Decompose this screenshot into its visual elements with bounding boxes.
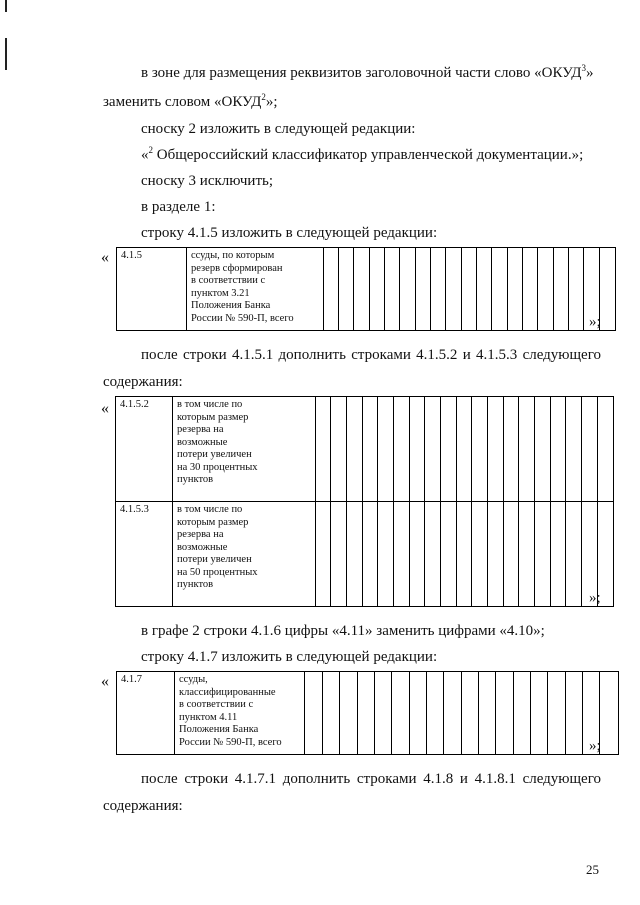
empty-cell [316, 502, 331, 607]
description-line: на 30 процентных [177, 461, 258, 473]
empty-cell [535, 502, 551, 607]
row-description-cell [173, 502, 316, 607]
empty-cell [400, 248, 416, 331]
margin-mark-bottom [5, 38, 7, 70]
paragraph-after-4171-line2: содержания: [103, 798, 183, 814]
description-line: потери увеличен [177, 554, 252, 565]
open-quote: « [101, 249, 109, 266]
empty-cell [472, 397, 488, 502]
paragraph-okud-line2 [103, 93, 278, 111]
description-line: которым размер [177, 411, 249, 423]
row-number-cell: 4.1.7 [117, 672, 175, 755]
empty-cell [457, 397, 472, 502]
empty-cell [392, 672, 410, 755]
table-row-4-1-5 [116, 247, 616, 331]
description-line: классифицированные [179, 686, 276, 698]
empty-cell [358, 672, 375, 755]
empty-cell [323, 672, 340, 755]
description-line: возможные [177, 541, 228, 553]
empty-cell [378, 397, 394, 502]
description-line: потери увеличен [177, 449, 252, 460]
paragraph-after-4171-line1: после строки 4.1.7.1 дополнить строками 4.1.8 и 4.1.8.1 следующего [141, 771, 601, 787]
table-row-4-1-7 [116, 671, 619, 755]
empty-cell [582, 397, 598, 502]
paragraph-after-4151-line2: содержания: [103, 374, 183, 390]
text-fragment: » [586, 65, 594, 81]
empty-cell [363, 397, 378, 502]
row-number-cell: 4.1.5.3 [116, 502, 173, 607]
paragraph-row417: строку 4.1.7 изложить в следующей редакции: [141, 649, 438, 665]
empty-cell [496, 672, 514, 755]
empty-cell [569, 248, 584, 331]
description-line: пунктом 3.21 [191, 287, 250, 299]
empty-cell [340, 672, 358, 755]
empty-cell [427, 672, 444, 755]
empty-cell [347, 397, 363, 502]
description-line: резерва на [177, 424, 224, 435]
empty-cell [462, 672, 479, 755]
empty-cell [477, 248, 492, 331]
text-fragment: заменить словом «ОКУД [103, 94, 262, 110]
empty-cell [504, 397, 519, 502]
description-line: России № 590-П, всего [179, 736, 282, 748]
description-line: на 50 процентных [177, 566, 258, 578]
text-fragment: Общероссийский классификатор управленческой документации.»; [153, 147, 584, 163]
paragraph-after-4151-line1: после строки 4.1.5.1 дополнить строками 4.1.5.2 и 4.1.5.3 следующего [141, 347, 601, 363]
empty-cell [531, 672, 548, 755]
empty-cell [339, 248, 354, 331]
superscript: 2 [148, 145, 153, 155]
empty-cell [504, 502, 519, 607]
empty-cell [394, 397, 410, 502]
empty-cell [508, 248, 523, 331]
table-row [117, 248, 616, 331]
empty-cell [551, 397, 566, 502]
empty-cell [347, 502, 363, 607]
description-line: Положения Банка [191, 300, 271, 311]
close-quote: »; [589, 590, 601, 606]
empty-cell [305, 672, 323, 755]
description-line: ссуды, по которым [191, 250, 275, 261]
row-description-cell [175, 672, 305, 755]
open-quote: « [101, 400, 109, 417]
empty-cell [598, 397, 614, 502]
empty-cell [566, 397, 582, 502]
empty-cell [410, 397, 425, 502]
description-line: России № 590-П, всего [191, 312, 294, 324]
description-line: пунктов [177, 579, 214, 590]
empty-cell [523, 248, 538, 331]
empty-cell [538, 248, 554, 331]
text-fragment: »; [265, 94, 278, 110]
paragraph-section1: в разделе 1: [141, 199, 216, 215]
empty-cell [441, 502, 457, 607]
superscript: 2 [261, 92, 266, 102]
empty-cell [462, 248, 477, 331]
empty-cell [375, 672, 392, 755]
description-line: пунктом 4.11 [179, 711, 238, 723]
table-row [117, 672, 619, 755]
open-quote: « [101, 673, 109, 690]
description-line: Положения Банка [179, 724, 259, 735]
description-line: возможные [177, 436, 228, 448]
empty-cell [354, 248, 370, 331]
empty-cell [554, 248, 569, 331]
description-line: пунктов [177, 474, 214, 485]
paragraph-footnote3: сноску 3 исключить; [141, 173, 274, 189]
empty-cell [457, 502, 472, 607]
paragraph-okud-line1 [141, 64, 594, 82]
empty-cell [514, 672, 531, 755]
empty-cell [535, 397, 551, 502]
empty-cell [566, 672, 583, 755]
empty-cell [600, 248, 616, 331]
empty-cell [479, 672, 496, 755]
empty-cell [410, 672, 427, 755]
description-line: в соответствии с [179, 699, 254, 710]
superscript: 3 [581, 63, 587, 73]
paragraph-footnote2-text [141, 146, 583, 164]
empty-cell [385, 248, 400, 331]
row-number-cell: 4.1.5 [117, 248, 187, 331]
paragraph-row416: в графе 2 строки 4.1.6 цифры «4.11» заменить цифрами «4.10»; [141, 623, 545, 639]
text-fragment: в зоне для размещения реквизитов заголовочной части слово «ОКУД [141, 65, 582, 81]
empty-cell [551, 502, 566, 607]
margin-mark-top [5, 0, 7, 12]
empty-cell [519, 397, 535, 502]
empty-cell [378, 502, 394, 607]
empty-cell [363, 502, 378, 607]
description-line: ссуды, [179, 674, 208, 685]
text-fragment: « [141, 147, 149, 163]
empty-cell [394, 502, 410, 607]
row-number-cell: 4.1.5.2 [116, 397, 173, 502]
table-row [116, 502, 614, 607]
empty-cell [425, 502, 441, 607]
description-line: в соответствии с [191, 275, 266, 286]
empty-cell [492, 248, 508, 331]
empty-cell [548, 672, 566, 755]
close-quote: »; [589, 738, 601, 754]
empty-cell [416, 248, 431, 331]
description-line: в том числе по [177, 504, 243, 515]
close-quote: »; [589, 314, 601, 330]
empty-cell [600, 672, 619, 755]
page-number: 25 [586, 862, 599, 877]
empty-cell [331, 502, 347, 607]
empty-cell [488, 502, 504, 607]
empty-cell [316, 397, 331, 502]
empty-cell [431, 248, 446, 331]
empty-cell [441, 397, 457, 502]
empty-cell [410, 502, 425, 607]
empty-cell [472, 502, 488, 607]
description-line: в том числе по [177, 399, 243, 410]
paragraph-footnote2: сноску 2 изложить в следующей редакции: [141, 121, 416, 137]
row-description-cell [173, 397, 316, 502]
empty-cell [446, 248, 462, 331]
empty-cell [444, 672, 462, 755]
table-row [116, 397, 614, 502]
empty-cell [566, 502, 582, 607]
empty-cell [519, 502, 535, 607]
table-rows-4-1-5-2-3 [115, 396, 614, 607]
paragraph-row415: строку 4.1.5 изложить в следующей редакции: [141, 225, 438, 241]
empty-cell [370, 248, 385, 331]
description-line: резерв сформирован [191, 262, 283, 274]
row-description-cell [187, 248, 324, 331]
empty-cell [425, 397, 441, 502]
description-line: резерва на [177, 529, 224, 540]
empty-cell [324, 248, 339, 331]
description-line: которым размер [177, 516, 249, 528]
empty-cell [331, 397, 347, 502]
empty-cell [488, 397, 504, 502]
